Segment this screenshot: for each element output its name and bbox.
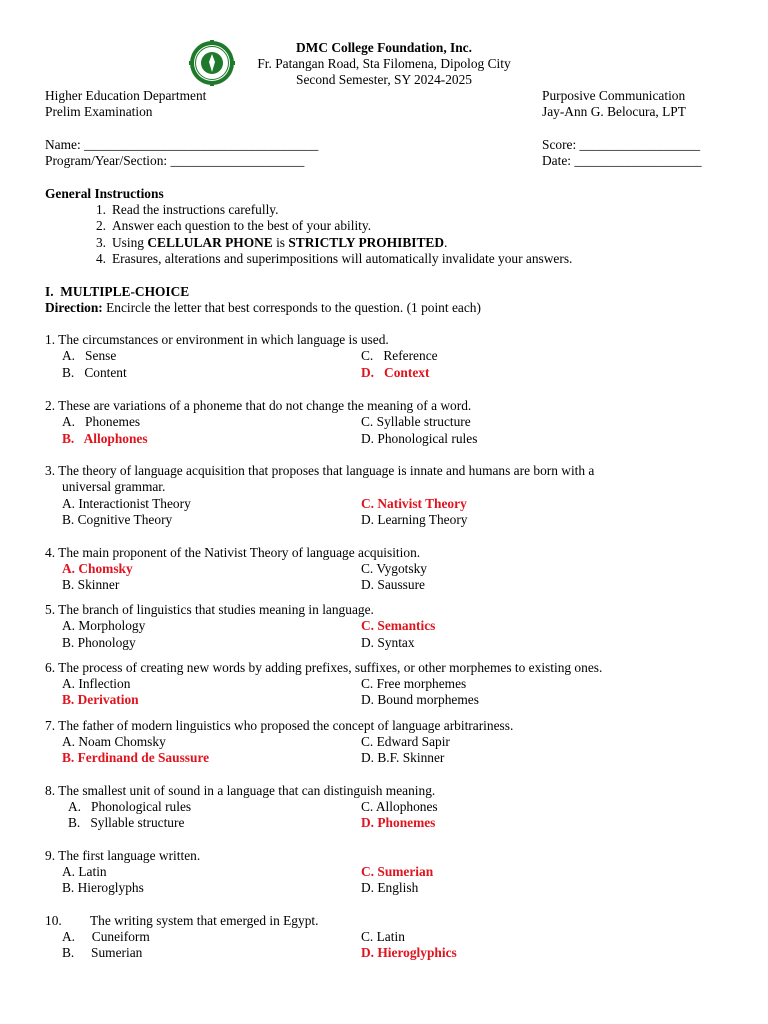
option-d[interactable]: D. Saussure	[361, 577, 425, 592]
college-seal-logo	[189, 40, 235, 86]
option-c[interactable]: C. Free morphemes	[361, 676, 467, 691]
option-b[interactable]: B. Skinner	[62, 577, 120, 592]
question-stem: 10. The writing system that emerged in Egypt.	[45, 913, 319, 928]
option-b[interactable]: B. Content	[62, 365, 127, 380]
instruction-item: 3. Using CELLULAR PHONE is STRICTLY PROHIBITED.	[95, 235, 448, 250]
option-b-answer[interactable]: B. Allophones	[62, 431, 148, 446]
name-field[interactable]: Name: ___________________________________	[45, 137, 319, 152]
option-b-answer[interactable]: B. Ferdinand de Saussure	[62, 750, 210, 765]
option-d[interactable]: D. Bound morphemes	[361, 692, 479, 707]
option-a[interactable]: A. Interactionist Theory	[62, 496, 191, 511]
date-field[interactable]: Date: ___________________	[542, 153, 702, 168]
option-d[interactable]: D. Syntax	[361, 635, 415, 650]
option-c[interactable]: C. Allophones	[361, 799, 438, 814]
option-d-answer[interactable]: D. Phonemes	[361, 815, 436, 830]
option-d[interactable]: D. Learning Theory	[361, 512, 468, 527]
option-c[interactable]: C. Syllable structure	[361, 414, 471, 429]
program-field[interactable]: Program/Year/Section: ____________________	[45, 153, 305, 168]
option-a[interactable]: A. Cuneiform	[62, 929, 150, 944]
option-b[interactable]: B. Sumerian	[62, 945, 143, 960]
question-stem: 6. The process of creating new words by adding prefixes, suffixes, or other morphemes to existing ones.	[45, 660, 603, 675]
question-stem-cont: universal grammar.	[62, 479, 166, 494]
option-c-answer[interactable]: C. Nativist Theory	[361, 496, 467, 511]
exam-label: Prelim Examination	[45, 104, 153, 119]
option-b[interactable]: B. Phonology	[62, 635, 136, 650]
option-a[interactable]: A. Latin	[62, 864, 107, 879]
instructor-label: Jay-Ann G. Belocura, LPT	[542, 104, 686, 119]
option-d-answer[interactable]: D. Hieroglyphics	[361, 945, 457, 960]
option-a[interactable]: A. Phonemes	[62, 414, 141, 429]
option-c-answer[interactable]: C. Sumerian	[361, 864, 434, 879]
option-a[interactable]: A. Phonological rules	[68, 799, 192, 814]
option-c[interactable]: C. Edward Sapir	[361, 734, 450, 749]
option-c[interactable]: C. Vygotsky	[361, 561, 427, 576]
option-d[interactable]: D. B.F. Skinner	[361, 750, 445, 765]
option-c-answer[interactable]: C. Semantics	[361, 618, 436, 633]
option-c[interactable]: C. Reference	[361, 348, 438, 363]
option-b[interactable]: B. Hieroglyphs	[62, 880, 144, 895]
question-stem: 8. The smallest unit of sound in a language that can distinguish meaning.	[45, 783, 436, 798]
course-label: Purposive Communication	[542, 88, 686, 103]
option-a[interactable]: A. Sense	[62, 348, 117, 363]
question-stem: 1. The circumstances or environment in which language is used.	[45, 332, 389, 347]
section-direction: Direction: Encircle the letter that best corresponds to the question. (1 point each)	[45, 300, 481, 315]
instructions-title: General Instructions	[45, 186, 164, 201]
question-stem: 9. The first language written.	[45, 848, 201, 863]
option-d-answer[interactable]: D. Context	[361, 365, 430, 380]
option-d[interactable]: D. Phonological rules	[361, 431, 478, 446]
semester-label: Second Semester, SY 2024-2025	[296, 72, 472, 87]
instruction-item: 4. Erasures, alterations and superimpositions will automatically invalidate your answers.	[95, 251, 573, 266]
instruction-item: 2. Answer each question to the best of your ability.	[95, 218, 372, 233]
option-a[interactable]: A. Noam Chomsky	[62, 734, 166, 749]
section-title: I. MULTIPLE-CHOICE	[45, 284, 190, 299]
question-stem: 2. These are variations of a phoneme that do not change the meaning of a word.	[45, 398, 472, 413]
option-d[interactable]: D. English	[361, 880, 419, 895]
question-stem: 5. The branch of linguistics that studies meaning in language.	[45, 602, 374, 617]
option-a[interactable]: A. Morphology	[62, 618, 146, 633]
question-stem: 7. The father of modern linguistics who proposed the concept of language arbitrariness.	[45, 718, 514, 733]
option-a-answer[interactable]: A. Chomsky	[62, 561, 133, 576]
option-b[interactable]: B. Cognitive Theory	[62, 512, 173, 527]
score-field[interactable]: Score: __________________	[542, 137, 701, 152]
question-stem: 3. The theory of language acquisition that proposes that language is innate and humans are born with a	[45, 463, 595, 478]
option-a[interactable]: A. Inflection	[62, 676, 131, 691]
institution-name: DMC College Foundation, Inc.	[296, 40, 472, 55]
instruction-item: 1. Read the instructions carefully.	[95, 202, 279, 217]
institution-address: Fr. Patangan Road, Sta Filomena, Dipolog City	[257, 56, 511, 71]
department-label: Higher Education Department	[45, 88, 207, 103]
option-c[interactable]: C. Latin	[361, 929, 405, 944]
option-b[interactable]: B. Syllable structure	[68, 815, 185, 830]
question-stem: 4. The main proponent of the Nativist Theory of language acquisition.	[45, 545, 421, 560]
option-b-answer[interactable]: B. Derivation	[62, 692, 139, 707]
